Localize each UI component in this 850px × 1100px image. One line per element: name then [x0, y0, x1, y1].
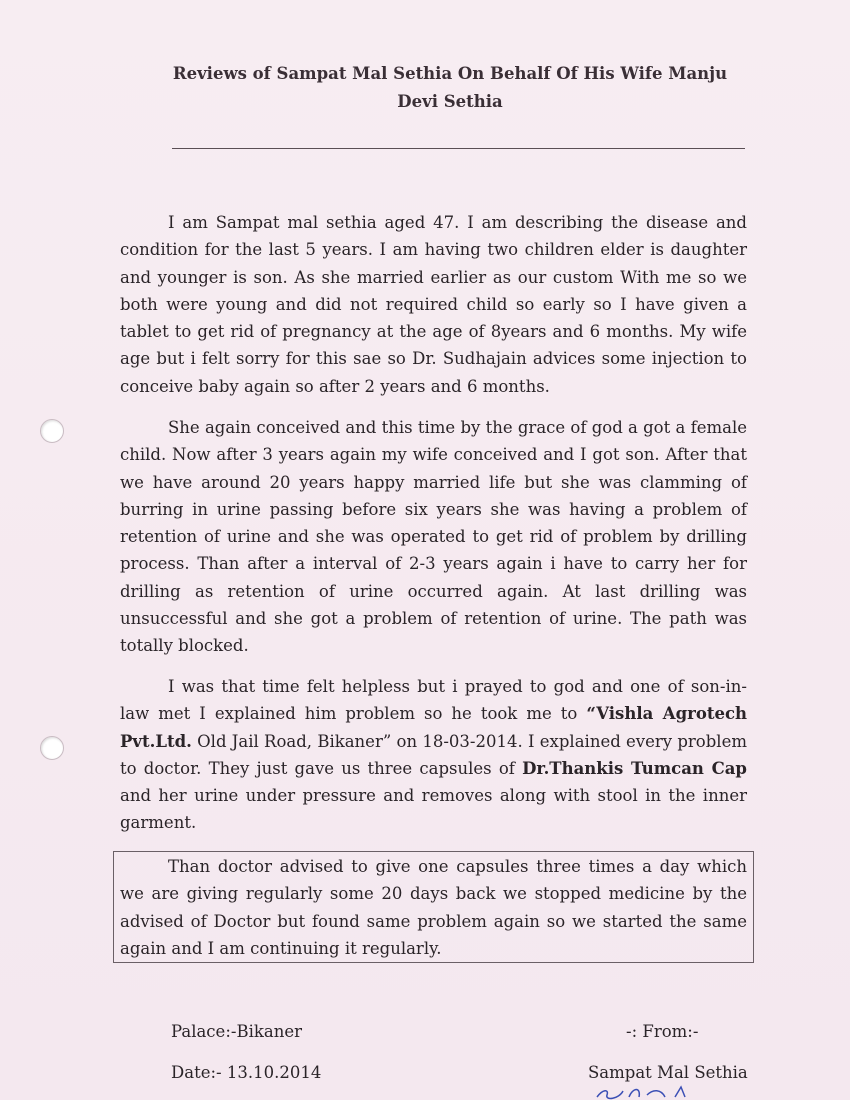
- punch-hole-top: [40, 419, 64, 443]
- paragraph-3-text-a: I was that time felt helpless but i prayed to god and one of son-in-law met I explained him problem so he took me to: [120, 677, 747, 724]
- document-title: Reviews of Sampat Mal Sethia On Behalf Of His Wife Manju Devi Sethia: [172, 64, 728, 111]
- date-line: Date:- 13.10.2014: [171, 1063, 322, 1082]
- from-label: -: From:-: [626, 1022, 699, 1041]
- paragraph-3-text-b: Old Jail Road, Bikaner” on 18-03-2014. I explained every problem to doctor. They just gave us three capsules of: [120, 731, 747, 778]
- paragraph-3-text-c: and her urine under pressure and removes along with stool in the inner garment.: [120, 786, 747, 833]
- signature-mark: [595, 1085, 715, 1100]
- title-underline: [172, 148, 745, 149]
- product-name: Dr.Thankis Tumcan Cap: [522, 758, 747, 778]
- punch-hole-bottom: [40, 736, 64, 760]
- signer-name: Sampat Mal Sethia: [588, 1063, 748, 1082]
- paragraph-1: I am Sampat mal sethia aged 47. I am describing the disease and condition for the last 5 years. I am having two children elder is daughter and younger is son. As she married earlier as our custom With me so we both were young and did not required child so early so I have given a tablet to get rid of pregnancy at the age of 8years and 6 months. My wife age but i felt sorry for this sae so Dr. Sudhajain advices some injection to conceive baby again so after 2 years and 6 months.: [120, 213, 747, 396]
- company-name: “Vishla Agrotech Pvt.Ltd.: [120, 704, 747, 751]
- paragraph-3: [120, 673, 747, 837]
- paragraph-4: Than doctor advised to give one capsules three times a day which we are giving regularly some 20 days back we stopped medicine by the advised of Doctor but found same problem again so we started the same again and I am continuing it regularly.: [120, 857, 747, 958]
- place-line: Palace:-Bikaner: [171, 1022, 302, 1041]
- paragraph-2: She again conceived and this time by the grace of god a got a female child. Now after 3 years again my wife conceived and I got son. After that we have around 20 years happy married life but she was clamming of burring in urine passing before six years she was having a problem of retention of urine and she was operated to get rid of problem by drilling process. Than after a interval of 2-3 years again i have to carry her for drilling as retention of urine occurred again. At last drilling was unsuccessful and she got a problem of retention of urine. The path was totally blocked.: [120, 418, 747, 656]
